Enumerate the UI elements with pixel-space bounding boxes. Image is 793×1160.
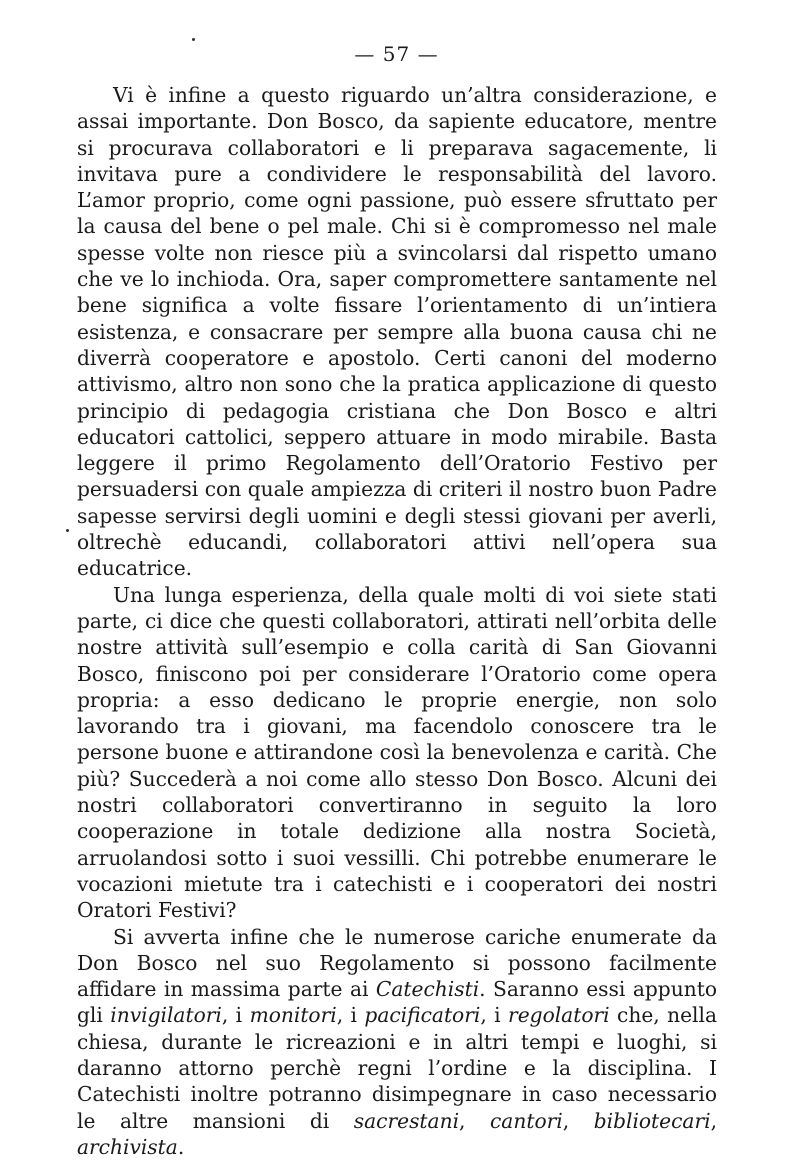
text-run: Vi è infine a questo riguardo un’altra considerazione, e assai importante. Don Bosco, da sapiente educatore, mentre si procurava collaboratori e li preparava sagacemente, li invitava pure a condividere le responsabilità del lavoro. L’amor proprio, come ogni passione, può essere sfruttato per la causa del bene o pel male. Chi si è compromesso nel male spesse volte non riesce più a svincolarsi dal rispetto umano che ve lo inchioda. Ora, saper compromettere santamente nel bene significa a volte fissare l’orientamento di un’intiera esistenza, e consacrare per sempre alla buona causa chi ne diverrà cooperatore e apostolo. Certi canoni del moderno attivismo, altro non sono che la pratica applicazione di questo principio di pedagogia cristiana che Don Bosco e altri educatori cattolici, seppero attuare in modo mirabile. Basta leggere il primo Regolamento dell’Oratorio Festivo per persuadersi con quale ampiezza di criteri il nostro buon Padre sapesse servirsi degli uomini e degli stessi giovani per averli, oltrechè educandi, collaboratori attivi nell’opera sua educatrice.	[77, 83, 717, 580]
text-run: ,	[459, 1109, 490, 1133]
text-run: che, nella chiesa, durante le ricreazioni e in altri tempi e luoghi, si daranno attorno perchè regni l’ordine e la disciplina. I Catechisti inoltre potranno disimpegnare in caso necessario le altre mansioni di	[77, 1003, 717, 1132]
paragraph-2	[77, 582, 717, 924]
italic-term: regolatori	[508, 1003, 610, 1027]
text-run: Una lunga esperienza, della quale molti di voi siete stati parte, ci dice che questi collaboratori, attirati nell’orbita delle nostre attività sull’esempio e colla carità di San Giovanni Bosco, finiscono poi per considerare l’Oratorio come opera propria: a esso dedicano le proprie energie, non solo lavorando tra i giovani, ma facendolo conoscere tra le persone buone e attirandone così la benevolenza e carità. Che più? Succederà a noi come allo stesso Don Bosco. Alcuni dei nostri collaboratori convertiranno in seguito la loro cooperazione in totale dedizione alla nostra Società, arruolandosi sotto i suoi vessilli. Chi potrebbe enumerare le vocazioni mietute tra i catechisti e i cooperatori dei nostri Oratori Festivi?	[77, 583, 717, 923]
print-speck	[192, 38, 195, 41]
print-speck	[66, 529, 69, 532]
text-run: ,	[563, 1109, 594, 1133]
italic-term: cantori	[490, 1109, 563, 1133]
paragraph-3	[77, 924, 717, 1160]
italic-term: bibliotecari	[594, 1109, 711, 1133]
italic-term: pacificatori	[364, 1003, 480, 1027]
body-text	[77, 82, 717, 1160]
text-run: , i	[337, 1003, 365, 1027]
italic-term: Catechisti	[376, 977, 479, 1001]
text-run: ,	[711, 1109, 717, 1133]
text-run: .	[178, 1135, 184, 1159]
paragraph-1	[77, 82, 717, 582]
italic-term: archivista	[77, 1135, 178, 1159]
text-run: , i	[222, 1003, 250, 1027]
page-number: — 57 —	[0, 42, 793, 66]
italic-term: invigilatori	[110, 1003, 222, 1027]
italic-term: sacrestani	[354, 1109, 459, 1133]
italic-term: monitori	[250, 1003, 337, 1027]
text-run: Si avverta infine che le numerose cariche enumerate da Don Bosco nel suo Regolamento si possono facilmente affidare in massima parte ai	[77, 925, 717, 1002]
text-run: . Saranno essi appunto gli	[77, 977, 717, 1027]
text-run: , i	[480, 1003, 508, 1027]
